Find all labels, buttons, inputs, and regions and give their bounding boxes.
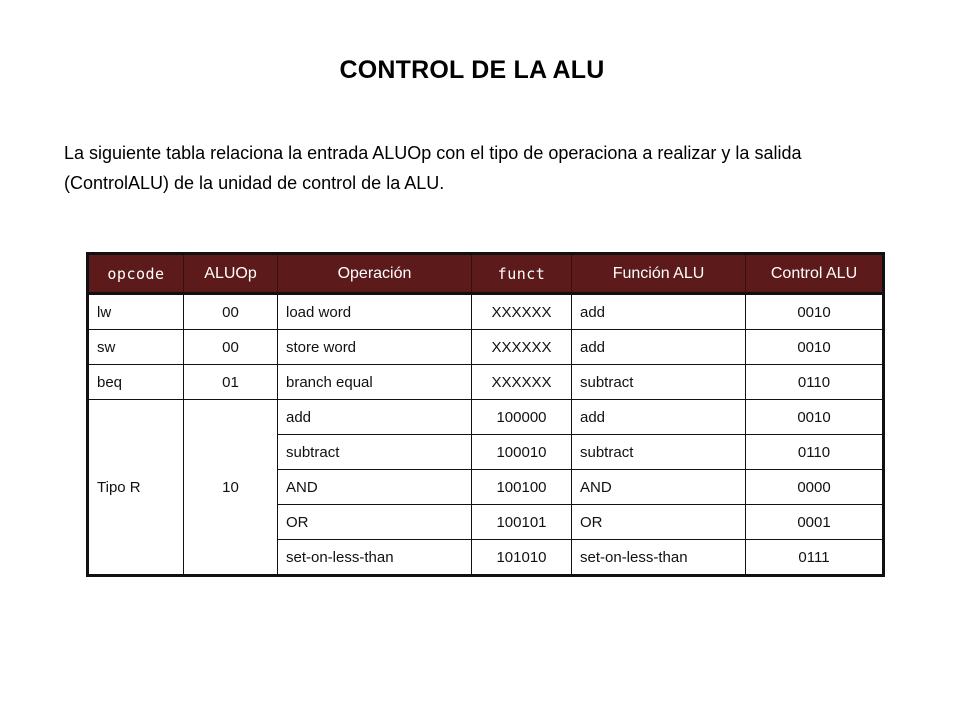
alu-control-table [86,252,885,577]
cell-funct: 100000 [472,400,572,435]
cell-operacion: add [278,400,472,435]
cell-control: 0001 [746,505,884,540]
cell-funcion: set-on-less-than [572,540,746,576]
cell-funcion: subtract [572,435,746,470]
header-funct: funct [472,254,572,294]
cell-funct: XXXXXX [472,330,572,365]
cell-control: 0010 [746,400,884,435]
cell-funcion: OR [572,505,746,540]
cell-funct: XXXXXX [472,294,572,330]
header-operacion: Operación [278,254,472,294]
cell-aluop: 00 [184,330,278,365]
cell-opcode: beq [88,365,184,400]
cell-control: 0010 [746,294,884,330]
table-header-row [88,254,884,294]
cell-aluop: 01 [184,365,278,400]
cell-operacion: load word [278,294,472,330]
header-aluop: ALUOp [184,254,278,294]
cell-funcion: add [572,330,746,365]
cell-funct: 101010 [472,540,572,576]
cell-control: 0000 [746,470,884,505]
table-row [88,294,884,330]
header-opcode: opcode [88,254,184,294]
cell-funcion: add [572,400,746,435]
cell-funct: 100100 [472,470,572,505]
cell-operacion: branch equal [278,365,472,400]
cell-operacion: subtract [278,435,472,470]
cell-control: 0110 [746,435,884,470]
cell-funct: 100010 [472,435,572,470]
cell-aluop: 00 [184,294,278,330]
cell-control: 0010 [746,330,884,365]
header-control-alu: Control ALU [746,254,884,294]
cell-funct: XXXXXX [472,365,572,400]
cell-control: 0110 [746,365,884,400]
cell-funcion: AND [572,470,746,505]
cell-control: 0111 [746,540,884,576]
cell-opcode-rtype: Tipo R [88,400,184,576]
page-title: CONTROL DE LA ALU [339,56,605,84]
cell-operacion: set-on-less-than [278,540,472,576]
cell-operacion: OR [278,505,472,540]
cell-aluop-rtype: 10 [184,400,278,576]
cell-operacion: store word [278,330,472,365]
cell-opcode: lw [88,294,184,330]
intro-paragraph: La siguiente tabla relaciona la entrada ALUOp con el tipo de operaciona a realizar y la salida (ControlALU) de la unidad de control de la ALU. [64,143,802,193]
cell-opcode: sw [88,330,184,365]
cell-funct: 100101 [472,505,572,540]
header-funcion-alu: Función ALU [572,254,746,294]
cell-operacion: AND [278,470,472,505]
table-row [88,330,884,365]
table-row [88,365,884,400]
cell-funcion: add [572,294,746,330]
table-row [88,400,884,435]
cell-funcion: subtract [572,365,746,400]
